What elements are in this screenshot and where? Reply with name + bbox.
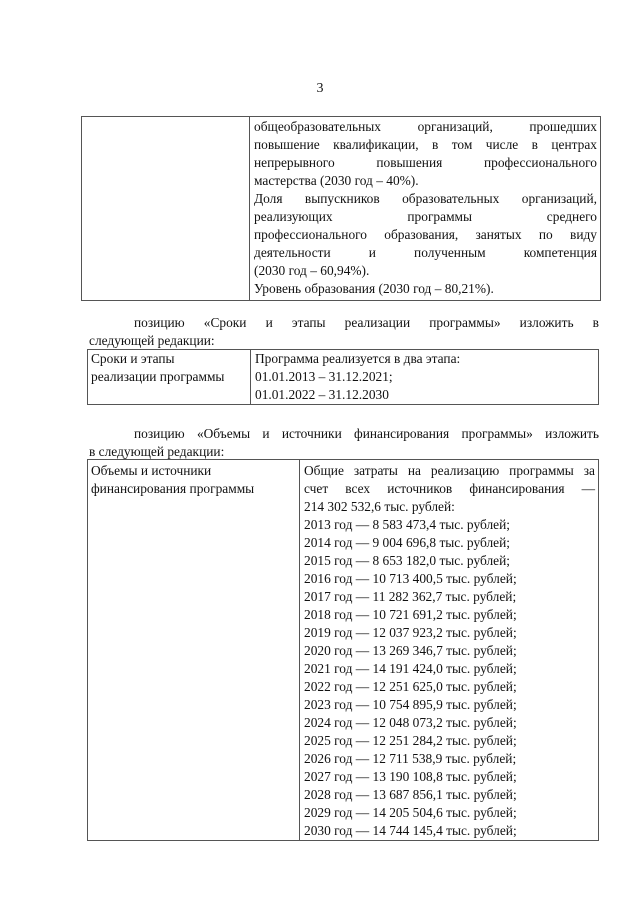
table-line: 2019 год — 12 037 923,2 тыс. рублей; xyxy=(304,625,517,640)
table-line: 2029 год — 14 205 504,6 тыс. рублей; xyxy=(304,805,517,820)
table-line: 01.01.2013 – 31.12.2021; xyxy=(255,369,393,384)
terms-table-right-cell xyxy=(251,350,599,405)
table-line: счет всех источников финансирования — xyxy=(304,481,595,496)
table-line: Доля выпускников образовательных организаций, xyxy=(254,191,597,206)
funding-table xyxy=(87,459,599,841)
paragraph-funding xyxy=(89,425,599,461)
table-line: 2027 год — 13 190 108,8 тыс. рублей; xyxy=(304,769,517,784)
targets-table-left-cell xyxy=(82,117,250,301)
table-line: 01.01.2022 – 31.12.2030 xyxy=(255,387,389,402)
page-number: 3 xyxy=(316,81,324,96)
table-line: деятельности и полученным компетенция xyxy=(254,245,597,260)
table-line: 2014 год — 9 004 696,8 тыс. рублей; xyxy=(304,535,510,550)
targets-table xyxy=(81,116,601,301)
table-line: 2018 год — 10 721 691,2 тыс. рублей; xyxy=(304,607,517,622)
table-line: 2030 год — 14 744 145,4 тыс. рублей; xyxy=(304,823,517,838)
table-line: 2028 год — 13 687 856,1 тыс. рублей; xyxy=(304,787,517,802)
table-line: мастерства (2030 год – 40%). xyxy=(254,173,419,188)
table-line: профессионального образования, занятых по виду xyxy=(254,227,597,242)
paragraph-line: следующей редакции: xyxy=(89,333,215,348)
table-line: 2023 год — 10 754 895,9 тыс. рублей; xyxy=(304,697,517,712)
table-line: Программа реализуется в два этапа: xyxy=(255,351,461,366)
table-line: 2017 год — 11 282 362,7 тыс. рублей; xyxy=(304,589,517,604)
paragraph-line: позицию «Объемы и источники финансирования программы» изложить xyxy=(134,426,599,441)
targets-table-right-cell xyxy=(250,117,601,301)
table-line: реализации программы xyxy=(91,369,225,384)
terms-table-left-cell xyxy=(88,350,251,405)
paragraph-terms xyxy=(89,314,599,350)
terms-table xyxy=(87,349,599,405)
table-line: Уровень образования (2030 год – 80,21%). xyxy=(254,281,494,296)
paragraph-line: в следующей редакции: xyxy=(89,444,225,459)
table-line: Объемы и источники xyxy=(91,463,212,478)
table-line: 2025 год — 12 251 284,2 тыс. рублей; xyxy=(304,733,517,748)
table-line: 214 302 532,6 тыс. рублей: xyxy=(304,499,455,514)
table-line: повышение квалификации, в том числе в центрах xyxy=(254,137,597,152)
table-line: 2015 год — 8 653 182,0 тыс. рублей; xyxy=(304,553,510,568)
table-line: Общие затраты на реализацию программы за xyxy=(304,463,595,478)
paragraph-line: позицию «Сроки и этапы реализации программы» изложить в xyxy=(134,315,599,330)
table-row xyxy=(88,460,599,841)
table-line: непрерывного повышения профессионального xyxy=(254,155,597,170)
table-row xyxy=(88,350,599,405)
table-line: 2022 год — 12 251 625,0 тыс. рублей; xyxy=(304,679,517,694)
table-line: 2021 год — 14 191 424,0 тыс. рублей; xyxy=(304,661,517,676)
table-line: финансирования программы xyxy=(91,481,255,496)
table-line: общеобразовательных организаций, прошедших xyxy=(254,119,597,134)
table-line: Сроки и этапы xyxy=(91,351,175,366)
funding-table-left-cell xyxy=(88,460,300,841)
table-line: 2026 год — 12 711 538,9 тыс. рублей; xyxy=(304,751,517,766)
table-line: 2016 год — 10 713 400,5 тыс. рублей; xyxy=(304,571,517,586)
table-line: 2020 год — 13 269 346,7 тыс. рублей; xyxy=(304,643,517,658)
table-line: (2030 год – 60,94%). xyxy=(254,263,370,278)
table-row xyxy=(82,117,601,301)
table-line: 2013 год — 8 583 473,4 тыс. рублей; xyxy=(304,517,510,532)
table-line: 2024 год — 12 048 073,2 тыс. рублей; xyxy=(304,715,517,730)
funding-table-right-cell xyxy=(300,460,599,841)
table-line: реализующих программы среднего xyxy=(254,209,597,224)
